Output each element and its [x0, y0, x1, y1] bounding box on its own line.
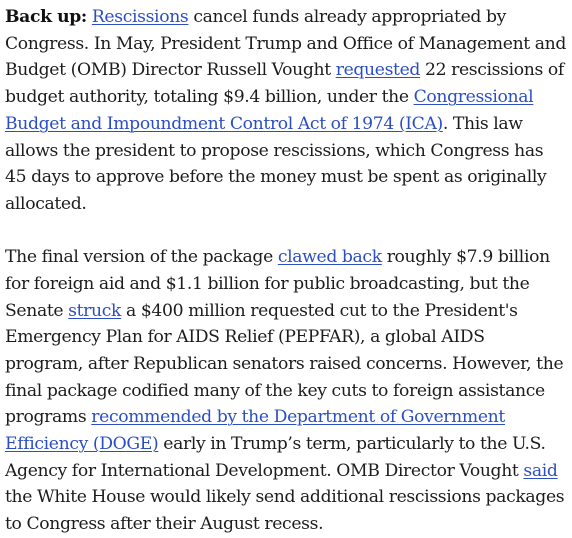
paragraph-text: . This law allows the president to propose rescissions, which Congress has 45 days to approve before the money must be spent as originally allocated.: [5, 113, 547, 214]
paragraph-text: 22 rescissions of budget authority, totaling $9.4 billion, under the: [5, 60, 564, 108]
paragraph-text: the White House would likely send additional rescissions packages to Congress after their August recess.: [5, 487, 565, 535]
link-recommended-by-doge[interactable]: recommended by the Department of Government Efficiency (DOGE): [5, 407, 505, 455]
link-rescissions[interactable]: Rescissions: [91, 7, 189, 27]
link-struck[interactable]: struck: [68, 300, 122, 321]
link-congressional-budget-act[interactable]: Congressional Budget and Impoundment Control Act of 1974 (ICA): [5, 87, 534, 134]
paragraph-text: early in Trump’s term, particularly to the U.S. Agency for International Development. OMB Director Vought: [5, 434, 546, 481]
paragraph-text: a $400 million requested cut to the President's Emergency Plan for AIDS Relief (PEPFAR), a global AIDS program, after Republican senators raised concerns. However, the final package codified many of the key cuts to foreign assistance programs: [5, 300, 564, 428]
paragraph-text: cancel funds already appropriated by Congress. In May, President Trump and Office of Management and Budget (OMB) Director Russell Vought: [5, 7, 567, 81]
paragraph-text: The final version of the package: [5, 247, 278, 268]
paragraph-final-version: [5, 244, 567, 538]
paragraph-back-up: [5, 4, 567, 218]
link-requested[interactable]: requested: [335, 60, 421, 81]
lead-label: Back up:: [5, 7, 87, 27]
paragraph-text: roughly $7.9 billion for foreign aid and $1.1 billion for public broadcasting, but the Senate: [5, 247, 550, 321]
link-said[interactable]: said: [523, 460, 558, 481]
article-body: [5, 4, 567, 538]
link-clawed-back[interactable]: clawed back: [277, 247, 382, 268]
